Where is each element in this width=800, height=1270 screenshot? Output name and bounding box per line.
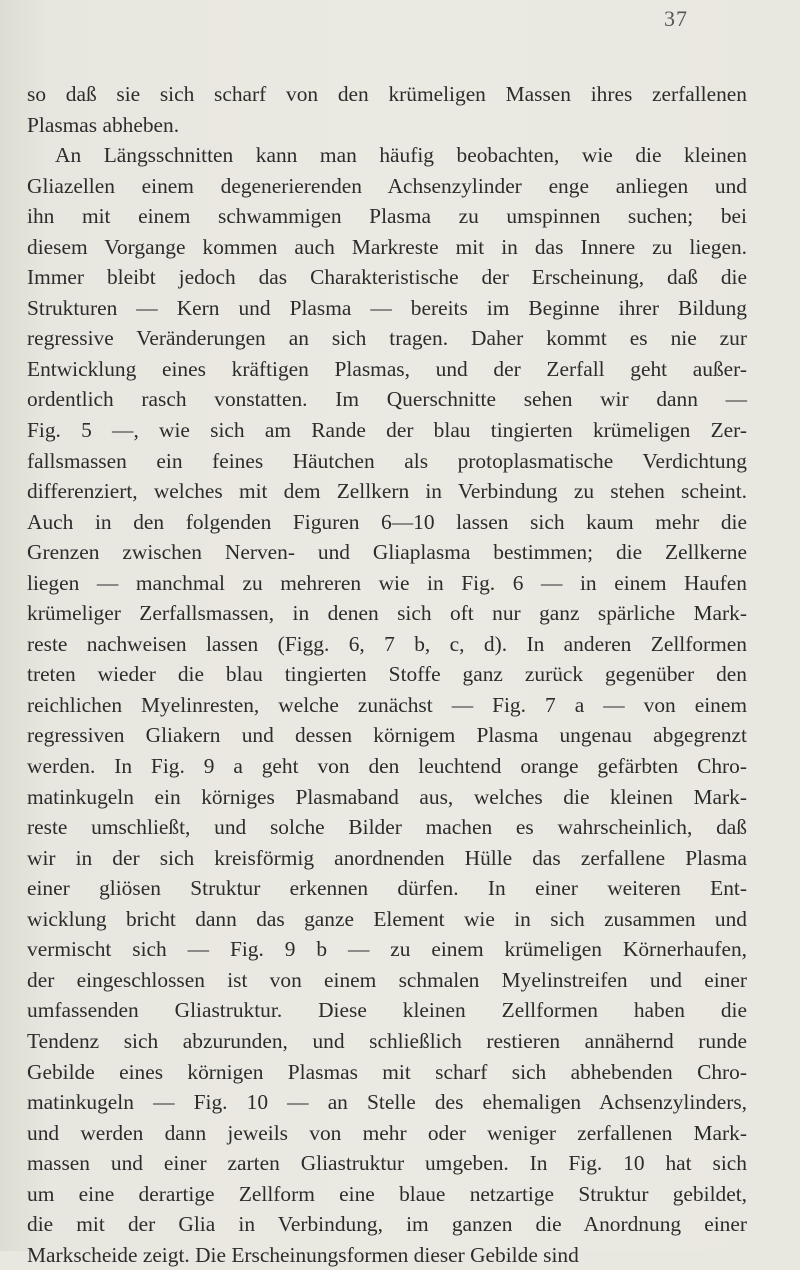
text-line: ordentlich rasch vonstatten. Im Querschnitte sehen wir dann — <box>27 387 747 412</box>
body-text <box>27 79 747 1270</box>
text-line: einer gliösen Struktur erkennen dürfen. In einer weiteren Ent- <box>27 876 747 901</box>
text-line: der eingeschlossen ist von einem schmalen Myelinstreifen und einer <box>27 967 747 992</box>
text-line: vermischt sich — Fig. 9 b — zu einem krümeligen Körnerhaufen, <box>27 937 747 962</box>
text-line: massen und einer zarten Gliastruktur umgeben. In Fig. 10 hat sich <box>27 1151 747 1176</box>
text-line: Immer bleibt jedoch das Charakteristische der Erscheinung, daß die <box>27 265 747 290</box>
text-line: krümeliger Zerfallsmassen, in denen sich oft nur ganz spärliche Mark- <box>27 601 747 626</box>
page-number: 37 <box>664 6 688 31</box>
text-line: wir in der sich kreisförmig anordnenden Hülle das zerfallene Plasma <box>27 845 747 870</box>
text-line: Gliazellen einem degenerierenden Achsenzylinder enge anliegen und <box>27 173 747 198</box>
text-line: so daß sie sich scharf von den krümeligen Massen ihres zerfallenen <box>27 82 747 106</box>
text-line: wicklung bricht dann das ganze Element wie in sich zusammen und <box>27 906 747 931</box>
text-line: regressiven Gliakern und dessen körnigem Plasma ungenau abgegrenzt <box>27 723 747 748</box>
text-line: werden. In Fig. 9 a geht von den leuchtend orange gefärbten Chro- <box>27 754 747 779</box>
text-line: Fig. 5 —, wie sich am Rande der blau tingierten krümeligen Zer- <box>27 418 747 443</box>
text-line: Gebilde eines körnigen Plasmas mit scharf sich abhebenden Chro- <box>27 1059 747 1084</box>
text-line: Grenzen zwischen Nerven- und Gliaplasma bestimmen; die Zellkerne <box>27 540 747 565</box>
text-line: Entwicklung eines kräftigen Plasmas, und der Zerfall geht außer- <box>27 356 747 381</box>
text-line: ihn mit einem schwammigen Plasma zu umspinnen suchen; bei <box>27 204 747 229</box>
text-line: matinkugeln ein körniges Plasmaband aus, welches die kleinen Mark- <box>27 784 747 809</box>
text-line: differenziert, welches mit dem Zellkern in Verbindung zu stehen scheint. <box>27 479 747 504</box>
text-line: Auch in den folgenden Figuren 6—10 lassen sich kaum mehr die <box>27 509 747 534</box>
text-line: An Längsschnitten kann man häufig beobachten, wie die kleinen <box>55 143 747 168</box>
text-line: reichlichen Myelinresten, welche zunächst — Fig. 7 a — von einem <box>27 692 747 717</box>
text-line: regressive Veränderungen an sich tragen. Daher kommt es nie zur <box>27 326 747 351</box>
text-line: matinkugeln — Fig. 10 — an Stelle des ehemaligen Achsenzylinders, <box>27 1090 747 1115</box>
text-line: reste umschließt, und solche Bilder machen es wahrscheinlich, daß <box>27 815 747 840</box>
text-line: diesem Vorgange kommen auch Markreste mit in das Innere zu liegen. <box>27 234 747 259</box>
text-line: um eine derartige Zellform eine blaue netzartige Struktur gebildet, <box>27 1181 747 1206</box>
text-line: liegen — manchmal zu mehreren wie in Fig. 6 — in einem Haufen <box>27 570 747 595</box>
text-line: Strukturen — Kern und Plasma — bereits im Beginne ihrer Bildung <box>27 295 747 320</box>
text-line: Tendenz sich abzurunden, und schließlich restieren annähernd runde <box>27 1028 747 1053</box>
text-line: umfassenden Gliastruktur. Diese kleinen Zellformen haben die <box>27 998 747 1023</box>
text-line: Plasmas abheben. <box>27 112 180 137</box>
text-line: treten wieder die blau tingierten Stoffe ganz zurück gegenüber den <box>27 662 747 687</box>
text-line: fallsmassen ein feines Häutchen als protoplasmatische Verdichtung <box>27 448 747 473</box>
text-line: Markscheide zeigt. Die Erscheinungsformen dieser Gebilde sind <box>27 1242 579 1267</box>
text-line: die mit der Glia in Verbindung, im ganzen die Anordnung einer <box>27 1212 747 1237</box>
text-line: reste nachweisen lassen (Figg. 6, 7 b, c, d). In anderen Zellformen <box>27 631 747 656</box>
text-line: und werden dann jeweils von mehr oder weniger zerfallenen Mark- <box>27 1120 747 1145</box>
